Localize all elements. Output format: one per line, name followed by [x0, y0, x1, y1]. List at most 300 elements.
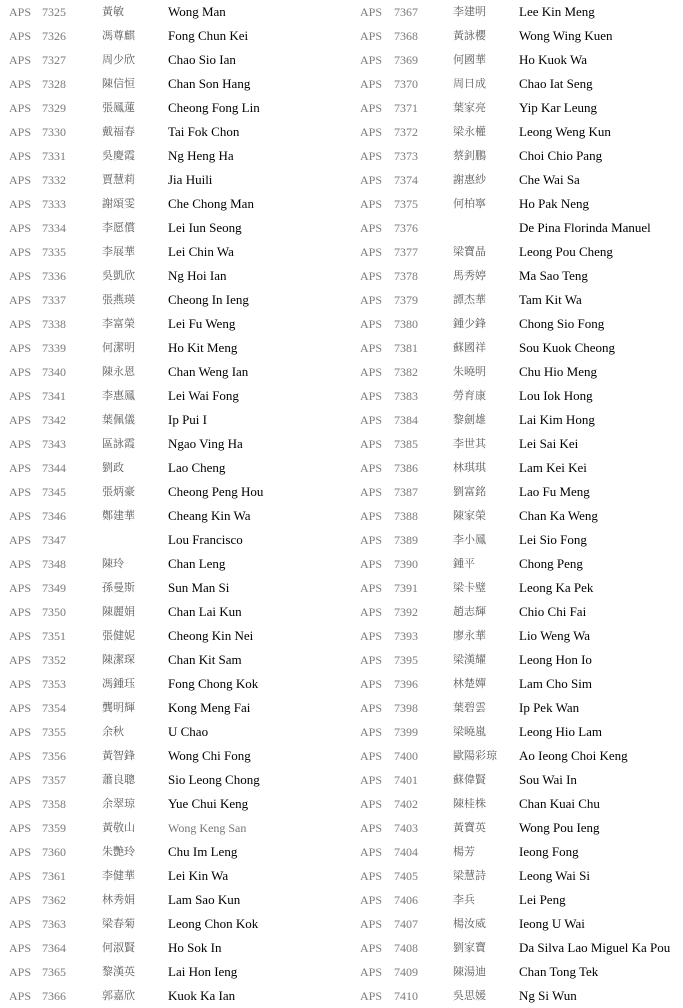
- record-prefix: APS: [360, 557, 383, 571]
- romanized-name: Leong Pou Cheng: [519, 244, 613, 259]
- record-prefix: APS: [360, 845, 383, 859]
- romanized-name: Da Silva Lao Miguel Ka Pou: [519, 940, 671, 955]
- romanized-name: Ng Heng Ha: [168, 148, 234, 163]
- record-prefix: APS: [360, 437, 383, 451]
- chinese-name: 陳潔琛: [102, 653, 135, 666]
- record-prefix: APS: [9, 869, 32, 883]
- record-number: 7336: [42, 269, 66, 283]
- chinese-name: 梁曉嵐: [453, 725, 486, 738]
- record-number: 7363: [42, 917, 66, 931]
- chinese-name: 張健妮: [102, 629, 135, 642]
- record-number: 7388: [394, 509, 418, 523]
- record-number: 7381: [394, 341, 418, 355]
- record-number: 7326: [42, 29, 66, 43]
- chinese-name: 葉碧雲: [453, 701, 486, 714]
- record-number: 7367: [394, 5, 418, 19]
- romanized-name: Lam Sao Kun: [168, 892, 241, 907]
- romanized-name: Cheong Fong Lin: [168, 100, 260, 115]
- record-number: 7362: [42, 893, 66, 907]
- record-prefix: APS: [9, 701, 32, 715]
- record-prefix: APS: [9, 317, 32, 331]
- romanized-name: Yue Chui Keng: [168, 796, 249, 811]
- romanized-name: Lai Hon Ieng: [168, 964, 238, 979]
- chinese-name: 謝惠紗: [453, 173, 486, 186]
- record-prefix: APS: [9, 653, 32, 667]
- chinese-name: 孫曼斯: [102, 581, 135, 594]
- romanized-name: Cheang Kin Wa: [168, 508, 251, 523]
- record-prefix: APS: [9, 221, 32, 235]
- record-prefix: APS: [360, 5, 383, 19]
- chinese-name: 梁卡璧: [453, 581, 486, 594]
- romanized-name: Sun Man Si: [168, 580, 230, 595]
- romanized-name: Tam Kit Wa: [519, 292, 582, 307]
- record-prefix: APS: [360, 341, 383, 355]
- chinese-name: 李小鳳: [453, 533, 486, 546]
- chinese-name: 梁慧詩: [453, 869, 486, 882]
- chinese-name: 歐陽彩琼: [453, 749, 497, 762]
- record-prefix: APS: [360, 197, 383, 211]
- record-number: 7349: [42, 581, 66, 595]
- romanized-name: Kong Meng Fai: [168, 700, 251, 715]
- record-prefix: APS: [9, 797, 32, 811]
- romanized-name: Lao Cheng: [168, 460, 226, 475]
- chinese-name: 陳湯迪: [453, 965, 486, 978]
- record-prefix: APS: [9, 101, 32, 115]
- romanized-name: Sou Wai In: [519, 772, 577, 787]
- record-number: 7340: [42, 365, 66, 379]
- record-prefix: APS: [9, 677, 32, 691]
- record-prefix: APS: [9, 77, 32, 91]
- romanized-name: Lei Sio Fong: [519, 532, 587, 547]
- record-prefix: APS: [9, 893, 32, 907]
- romanized-name: Chao Iat Seng: [519, 76, 593, 91]
- record-prefix: APS: [9, 725, 32, 739]
- romanized-name: Lei Sai Kei: [519, 436, 579, 451]
- record-number: 7407: [394, 917, 418, 931]
- romanized-name: Chao Sio Ian: [168, 52, 236, 67]
- chinese-name: 黎漢英: [102, 965, 135, 978]
- record-number: 7351: [42, 629, 66, 643]
- chinese-name: 李世其: [453, 437, 486, 450]
- romanized-name: Leong Ka Pek: [519, 580, 594, 595]
- record-prefix: APS: [360, 509, 383, 523]
- chinese-name: 蘇國祥: [453, 341, 486, 354]
- romanized-name: Chong Sio Fong: [519, 316, 605, 331]
- record-number: 7395: [394, 653, 418, 667]
- record-number: 7384: [394, 413, 418, 427]
- record-prefix: APS: [360, 869, 383, 883]
- record-prefix: APS: [360, 941, 383, 955]
- record-prefix: APS: [360, 677, 383, 691]
- record-prefix: APS: [360, 413, 383, 427]
- romanized-name: Chan Tong Tek: [519, 964, 599, 979]
- record-number: 7339: [42, 341, 66, 355]
- chinese-name: 謝頌雯: [102, 197, 135, 210]
- chinese-name: 蕭良聰: [102, 773, 135, 786]
- chinese-name: 梁寶晶: [453, 245, 486, 258]
- chinese-name: 蔡釗鵬: [453, 149, 486, 162]
- record-prefix: APS: [9, 413, 32, 427]
- chinese-name: 張炳豪: [102, 485, 135, 498]
- record-number: 7345: [42, 485, 66, 499]
- record-prefix: APS: [9, 605, 32, 619]
- romanized-name: Chan Weng Ian: [168, 364, 249, 379]
- romanized-name: Lam Cho Sim: [519, 676, 592, 691]
- record-prefix: APS: [9, 173, 32, 187]
- record-number: 7359: [42, 821, 66, 835]
- record-number: 7356: [42, 749, 66, 763]
- record-number: 7366: [42, 989, 66, 1003]
- record-prefix: APS: [360, 989, 383, 1003]
- romanized-name: Cheong Peng Hou: [168, 484, 264, 499]
- romanized-name: Yip Kar Leung: [519, 100, 597, 115]
- chinese-name: 黃詠櫻: [453, 29, 486, 42]
- chinese-name: 周少欣: [102, 53, 135, 66]
- record-number: 7374: [394, 173, 418, 187]
- record-number: 7335: [42, 245, 66, 259]
- romanized-name: Lei Chin Wa: [168, 244, 234, 259]
- romanized-name: Tai Fok Chon: [168, 124, 240, 139]
- record-prefix: APS: [9, 461, 32, 475]
- chinese-name: 吳凱欣: [102, 269, 135, 282]
- record-number: 7331: [42, 149, 66, 163]
- chinese-name: 何柏寧: [453, 197, 486, 210]
- record-number: 7338: [42, 317, 66, 331]
- romanized-name: Lei Iun Seong: [168, 220, 242, 235]
- chinese-name: 馮尊麒: [102, 29, 135, 42]
- romanized-name: Leong Hio Lam: [519, 724, 603, 739]
- record-number: 7406: [394, 893, 418, 907]
- romanized-name: Lou Iok Hong: [519, 388, 593, 403]
- chinese-name: 梁永權: [453, 125, 486, 138]
- record-prefix: APS: [360, 485, 383, 499]
- chinese-name: 譚杰華: [453, 293, 486, 306]
- record-prefix: APS: [9, 749, 32, 763]
- romanized-name: Sio Leong Chong: [168, 772, 260, 787]
- romanized-name: Leong Chon Kok: [168, 916, 259, 931]
- chinese-name: 鄭建華: [102, 509, 135, 522]
- romanized-name: Lei Wai Fong: [168, 388, 239, 403]
- record-number: 7400: [394, 749, 418, 763]
- record-number: 7354: [42, 701, 66, 715]
- record-prefix: APS: [360, 797, 383, 811]
- romanized-name: Ieong U Wai: [519, 916, 585, 931]
- record-prefix: APS: [9, 125, 32, 139]
- record-number: 7378: [394, 269, 418, 283]
- chinese-name: 李富榮: [102, 317, 135, 330]
- chinese-name: 周日成: [453, 77, 486, 90]
- romanized-name: Che Chong Man: [168, 196, 254, 211]
- record-prefix: APS: [9, 29, 32, 43]
- chinese-name: 劉政: [102, 461, 124, 474]
- record-number: 7403: [394, 821, 418, 835]
- record-prefix: APS: [360, 533, 383, 547]
- romanized-name: Ng Si Wun: [519, 988, 577, 1003]
- romanized-name: Lei Kin Wa: [168, 868, 229, 883]
- chinese-name: 賈慧莉: [102, 173, 135, 186]
- record-number: 7370: [394, 77, 418, 91]
- chinese-name: 林秀娟: [102, 893, 135, 906]
- romanized-name: Ho Kit Meng: [168, 340, 238, 355]
- record-number: 7341: [42, 389, 66, 403]
- chinese-name: 鍾平: [453, 557, 475, 570]
- record-number: 7383: [394, 389, 418, 403]
- romanized-name: Leong Wai Si: [519, 868, 590, 883]
- romanized-name: Wong Chi Fong: [168, 748, 251, 763]
- record-number: 7352: [42, 653, 66, 667]
- record-number: 7342: [42, 413, 66, 427]
- record-prefix: APS: [360, 965, 383, 979]
- romanized-name: Wong Pou Ieng: [519, 820, 600, 835]
- chinese-name: 葉佩儀: [102, 413, 135, 426]
- record-prefix: APS: [360, 29, 383, 43]
- chinese-name: 楊汝威: [453, 917, 486, 930]
- record-number: 7353: [42, 677, 66, 691]
- record-number: 7402: [394, 797, 418, 811]
- record-prefix: APS: [360, 893, 383, 907]
- record-number: 7398: [394, 701, 418, 715]
- record-number: 7389: [394, 533, 418, 547]
- record-number: 7375: [394, 197, 418, 211]
- chinese-name: 黃寶英: [453, 821, 486, 834]
- chinese-name: 戴福春: [102, 125, 135, 138]
- record-prefix: APS: [9, 197, 32, 211]
- record-prefix: APS: [9, 269, 32, 283]
- romanized-name: Ho Sok In: [168, 940, 222, 955]
- record-number: 7343: [42, 437, 66, 451]
- chinese-name: 陳信恒: [102, 77, 135, 90]
- record-prefix: APS: [360, 749, 383, 763]
- record-prefix: APS: [9, 533, 32, 547]
- record-prefix: APS: [360, 821, 383, 835]
- record-number: 7325: [42, 5, 66, 19]
- record-number: 7364: [42, 941, 66, 955]
- record-number: 7372: [394, 125, 418, 139]
- record-prefix: APS: [9, 845, 32, 859]
- chinese-name: 黃敬山: [102, 821, 135, 834]
- record-prefix: APS: [360, 653, 383, 667]
- record-prefix: APS: [9, 965, 32, 979]
- record-prefix: APS: [9, 53, 32, 67]
- chinese-name: 李健華: [102, 869, 135, 882]
- romanized-name: Ma Sao Teng: [519, 268, 588, 283]
- chinese-name: 馮鍾珏: [102, 677, 135, 690]
- record-prefix: APS: [9, 989, 32, 1003]
- record-number: 7334: [42, 221, 66, 235]
- romanized-name: Cheong Kin Nei: [168, 628, 254, 643]
- chinese-name: 吳思媛: [453, 989, 486, 1002]
- chinese-name: 陳桂株: [453, 797, 486, 810]
- romanized-name: Lee Kin Meng: [519, 4, 595, 19]
- chinese-name: 劉富銘: [453, 485, 486, 498]
- record-prefix: APS: [360, 221, 383, 235]
- record-prefix: APS: [9, 941, 32, 955]
- chinese-name: 陳麗娟: [102, 605, 135, 618]
- chinese-name: 勞育康: [453, 389, 486, 402]
- record-number: 7361: [42, 869, 66, 883]
- record-number: 7408: [394, 941, 418, 955]
- romanized-name: Wong Wing Kuen: [519, 28, 613, 43]
- romanized-name: Cheong In Ieng: [168, 292, 249, 307]
- romanized-name: Fong Chong Kok: [168, 676, 259, 691]
- record-number: 7348: [42, 557, 66, 571]
- record-number: 7410: [394, 989, 418, 1003]
- chinese-name: 龔明輝: [102, 701, 135, 714]
- record-prefix: APS: [360, 269, 383, 283]
- record-prefix: APS: [360, 629, 383, 643]
- chinese-name: 陳玲: [102, 557, 124, 570]
- record-number: 7368: [394, 29, 418, 43]
- record-prefix: APS: [360, 317, 383, 331]
- record-number: 7396: [394, 677, 418, 691]
- chinese-name: 余翠琼: [102, 797, 135, 810]
- record-prefix: APS: [9, 773, 32, 787]
- chinese-name: 朱曉明: [453, 365, 486, 378]
- record-prefix: APS: [9, 509, 32, 523]
- record-prefix: APS: [360, 125, 383, 139]
- romanized-name: Lao Fu Meng: [519, 484, 590, 499]
- chinese-name: 楊芳: [453, 845, 475, 858]
- chinese-name: 黃智鋒: [102, 749, 135, 762]
- record-number: 7355: [42, 725, 66, 739]
- romanized-name: Chan Ka Weng: [519, 508, 598, 523]
- romanized-name: Lio Weng Wa: [519, 628, 591, 643]
- record-number: 7401: [394, 773, 418, 787]
- record-number: 7369: [394, 53, 418, 67]
- record-prefix: APS: [9, 437, 32, 451]
- chinese-name: 林琪琪: [453, 461, 486, 474]
- chinese-name: 吳慶霞: [102, 149, 135, 162]
- record-prefix: APS: [360, 773, 383, 787]
- record-number: 7357: [42, 773, 66, 787]
- chinese-name: 鍾少鋒: [453, 317, 486, 330]
- record-prefix: APS: [360, 701, 383, 715]
- chinese-name: 趙志輝: [453, 605, 486, 618]
- romanized-name: Fong Chun Kei: [168, 28, 249, 43]
- romanized-name: Leong Hon Io: [519, 652, 592, 667]
- record-number: 7373: [394, 149, 418, 163]
- record-prefix: APS: [360, 365, 383, 379]
- chinese-name: 區詠霞: [102, 437, 135, 450]
- record-prefix: APS: [9, 149, 32, 163]
- record-number: 7387: [394, 485, 418, 499]
- romanized-name: Chan Kit Sam: [168, 652, 242, 667]
- record-number: 7385: [394, 437, 418, 451]
- romanized-name: Lei Fu Weng: [168, 316, 236, 331]
- romanized-name: Wong Man: [168, 4, 226, 19]
- record-number: 7380: [394, 317, 418, 331]
- romanized-name: Chan Lai Kun: [168, 604, 242, 619]
- romanized-name: Chong Peng: [519, 556, 583, 571]
- romanized-name: Ho Kuok Wa: [519, 52, 588, 67]
- record-number: 7344: [42, 461, 66, 475]
- chinese-name: 何國華: [453, 53, 486, 66]
- chinese-name: 黎劍雄: [453, 413, 486, 426]
- romanized-name: Che Wai Sa: [519, 172, 580, 187]
- chinese-name: 梁春菊: [102, 917, 135, 930]
- record-number: 7329: [42, 101, 66, 115]
- record-prefix: APS: [360, 389, 383, 403]
- chinese-name: 李兵: [453, 893, 475, 906]
- record-prefix: APS: [360, 581, 383, 595]
- romanized-name: Lou Francisco: [168, 532, 243, 547]
- record-number: 7409: [394, 965, 418, 979]
- record-number: 7393: [394, 629, 418, 643]
- romanized-name: Chan Kuai Chu: [519, 796, 600, 811]
- record-prefix: APS: [9, 245, 32, 259]
- romanized-name: Jia Huili: [168, 172, 213, 187]
- chinese-name: 陳永恩: [102, 365, 135, 378]
- record-prefix: APS: [360, 101, 383, 115]
- record-number: 7405: [394, 869, 418, 883]
- romanized-name: Lai Kim Hong: [519, 412, 595, 427]
- record-prefix: APS: [9, 485, 32, 499]
- record-prefix: APS: [9, 5, 32, 19]
- record-number: 7337: [42, 293, 66, 307]
- record-prefix: APS: [360, 461, 383, 475]
- record-number: 7332: [42, 173, 66, 187]
- record-number: 7391: [394, 581, 418, 595]
- record-number: 7365: [42, 965, 66, 979]
- romanized-name: Chan Leng: [168, 556, 226, 571]
- romanized-name: Choi Chio Pang: [519, 148, 603, 163]
- romanized-name: Chio Chi Fai: [519, 604, 587, 619]
- record-prefix: APS: [9, 341, 32, 355]
- record-number: 7371: [394, 101, 418, 115]
- record-number: 7399: [394, 725, 418, 739]
- romanized-name: Chu Hio Meng: [519, 364, 597, 379]
- record-prefix: APS: [9, 629, 32, 643]
- chinese-name: 李惠鳳: [102, 389, 135, 402]
- romanized-name: U Chao: [168, 724, 209, 739]
- record-number: 7404: [394, 845, 418, 859]
- chinese-name: 何潔明: [102, 341, 135, 354]
- record-prefix: APS: [360, 149, 383, 163]
- record-number: 7377: [394, 245, 418, 259]
- record-prefix: APS: [9, 293, 32, 307]
- chinese-name: 李建明: [453, 5, 486, 18]
- record-prefix: APS: [360, 173, 383, 187]
- record-number: 7350: [42, 605, 66, 619]
- romanized-name: Ip Pek Wan: [519, 700, 580, 715]
- record-number: 7386: [394, 461, 418, 475]
- romanized-name: Ng Hoi Ian: [168, 268, 227, 283]
- romanized-name: Chu Im Leng: [168, 844, 238, 859]
- record-prefix: APS: [360, 245, 383, 259]
- chinese-name: 黃敏: [102, 5, 124, 18]
- record-prefix: APS: [9, 365, 32, 379]
- chinese-name: 梁漢耀: [453, 653, 486, 666]
- romanized-name: De Pina Florinda Manuel: [519, 220, 651, 235]
- romanized-name: Ip Pui I: [168, 412, 207, 427]
- record-prefix: APS: [360, 605, 383, 619]
- chinese-name: 劉家寶: [453, 941, 486, 954]
- record-prefix: APS: [9, 917, 32, 931]
- record-number: 7390: [394, 557, 418, 571]
- romanized-name: Chan Son Hang: [168, 76, 251, 91]
- record-prefix: APS: [360, 77, 383, 91]
- chinese-name: 郭嘉欣: [102, 989, 135, 1002]
- chinese-name: 朱艷玲: [102, 845, 135, 858]
- record-prefix: APS: [360, 917, 383, 931]
- chinese-name: 余秋: [102, 725, 124, 738]
- romanized-name: Ngao Ving Ha: [168, 436, 243, 451]
- chinese-name: 蘇偉賢: [453, 773, 486, 786]
- record-number: 7330: [42, 125, 66, 139]
- chinese-name: 陳家榮: [453, 509, 486, 522]
- record-number: 7392: [394, 605, 418, 619]
- record-prefix: APS: [9, 557, 32, 571]
